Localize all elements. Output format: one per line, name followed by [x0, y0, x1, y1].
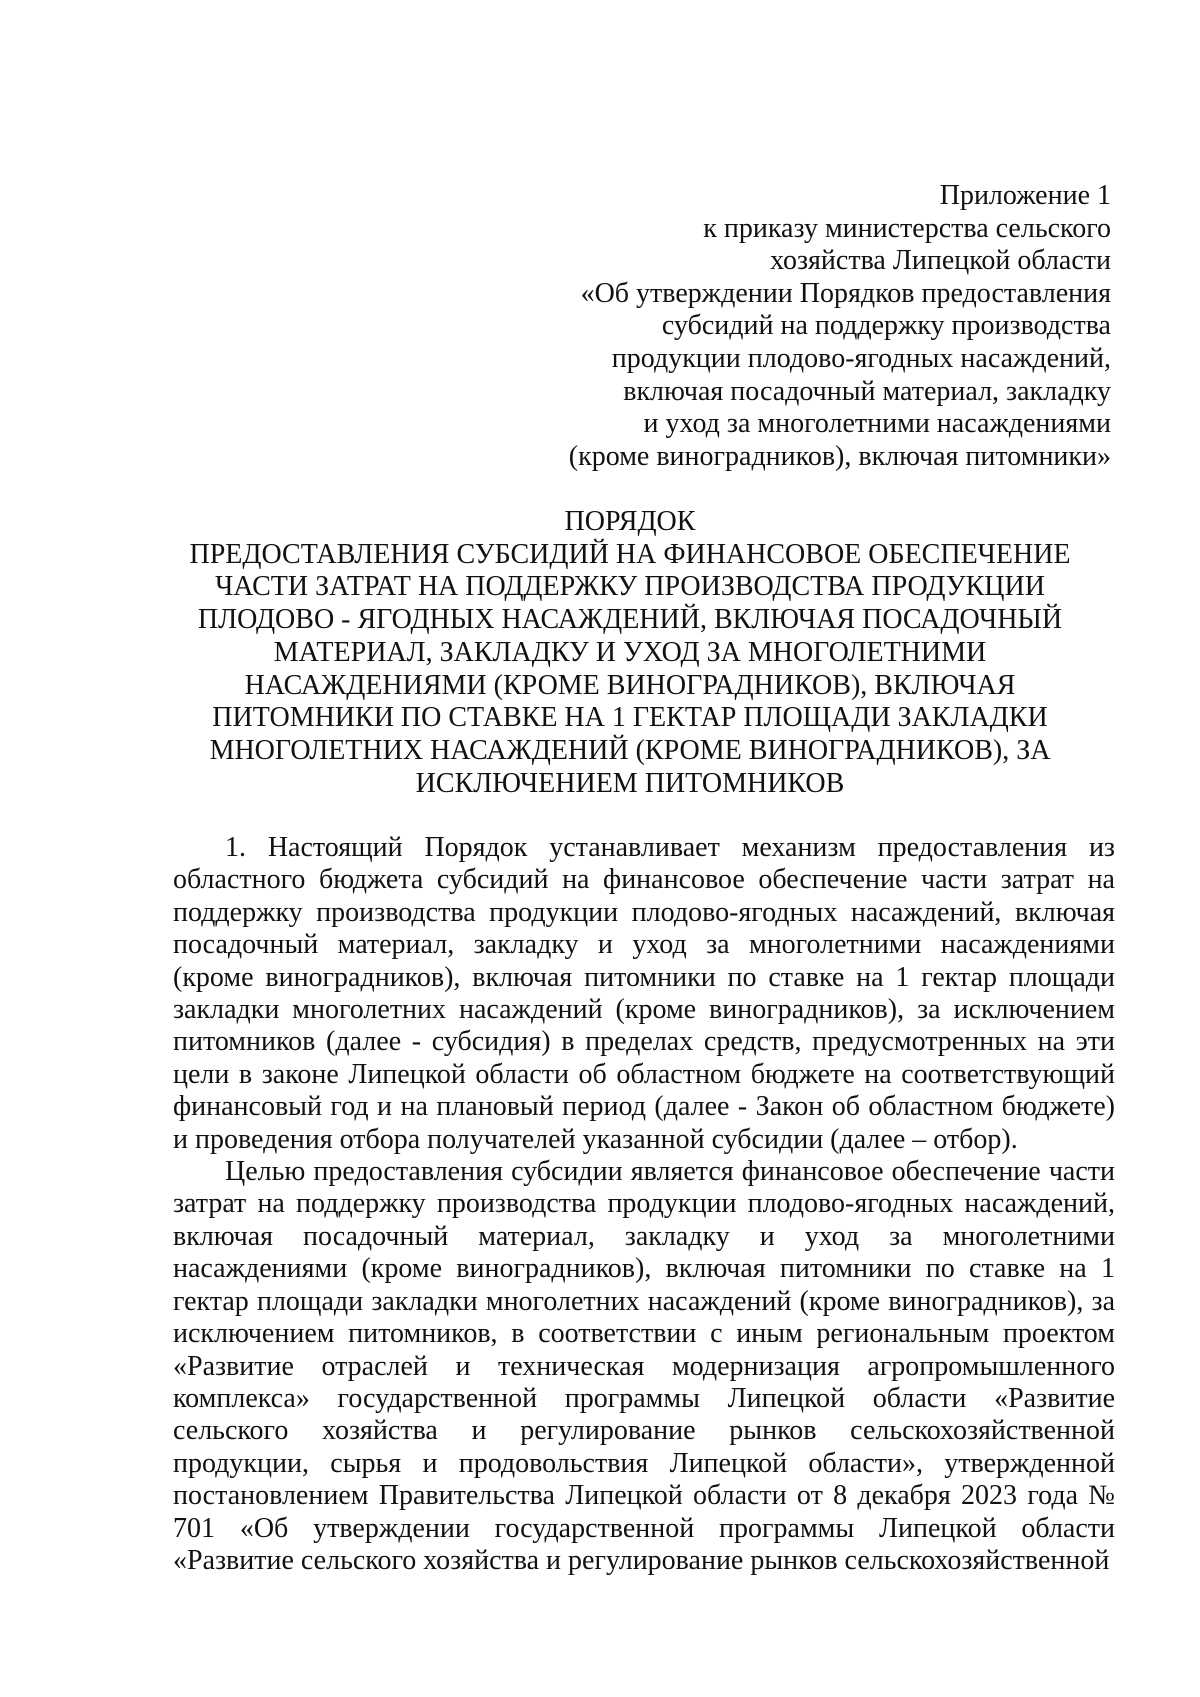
- annex-line: включая посадочный материал, закладку: [623, 375, 1111, 407]
- annex-line: субсидий на поддержку производства: [661, 310, 1111, 342]
- title-line: ЧАСТИ ЗАТРАТ НА ПОДДЕРЖКУ ПРОИЗВОДСТВА ПРОДУКЦИИ: [215, 571, 1045, 603]
- annex-line: продукции плодово-ягодных насаждений,: [611, 342, 1111, 374]
- title-line: ПРЕДОСТАВЛЕНИЯ СУБСИДИЙ НА ФИНАНСОВОЕ ОБЕСПЕЧЕНИЕ: [189, 538, 1071, 570]
- annex-header: [411, 180, 1111, 473]
- annex-line: Приложение 1: [939, 180, 1111, 211]
- title-line: ПОРЯДОК: [564, 506, 696, 537]
- title-line: НАСАЖДЕНИЯМИ (КРОМЕ ВИНОГРАДНИКОВ), ВКЛЮЧАЯ: [244, 669, 1016, 701]
- document-title: [160, 506, 1100, 800]
- title-line: МАТЕРИАЛ, ЗАКЛАДКУ И УХОД ЗА МНОГОЛЕТНИМИ: [273, 636, 987, 668]
- title-line: МНОГОЛЕТНИХ НАСАЖДЕНИЙ (КРОМЕ ВИНОГРАДНИКОВ), ЗА: [209, 734, 1051, 766]
- annex-line: к приказу министерства сельского: [703, 212, 1111, 244]
- title-line: ИСКЛЮЧЕНИЕМ ПИТОМНИКОВ: [415, 767, 845, 799]
- title-line: ПИТОМНИКИ ПО СТАВКЕ НА 1 ГЕКТАР ПЛОЩАДИ ЗАКЛАДКИ: [212, 702, 1048, 734]
- title-line: ПЛОДОВО - ЯГОДНЫХ НАСАЖДЕНИЙ, ВКЛЮЧАЯ ПОСАДОЧНЫЙ: [197, 604, 1063, 636]
- annex-line: (кроме виноградников), включая питомники»: [568, 440, 1111, 472]
- annex-line: хозяйства Липецкой области: [770, 245, 1111, 277]
- annex-line: «Об утверждении Порядков предоставления: [580, 277, 1111, 309]
- body-paragraph: 1. Настоящий Порядок устанавливает механизм предоставления из областного бюджета субсидий на финансовое обеспечение части затрат на поддержку производства продукции плодово-ягодных насаждений, включая посадочный материал, закладку и уход за многолетними насаждениями (кроме виноградников), включая питомники по ставке на 1 гектар площади закладки многолетних насаждений (кроме виноградников), за исключением питомников (далее - субсидия) в пределах средств, предусмотренных на эти цели в законе Липецкой области об областном бюджете на соответствующий финансовый год и на плановый период (далее - Закон об областном бюджете) и проведения отбора получателей указанной субсидии (далее – отбор).: [173, 832, 1115, 1155]
- document-body: [173, 832, 1115, 1577]
- body-paragraph: Целью предоставления субсидии является финансовое обеспечение части затрат на поддержку производства продукции плодово-ягодных насаждений, включая посадочный материал, закладку и уход за многолетними насаждениями (кроме виноградников), включая питомники по ставке на 1 гектар площади закладки многолетних насаждений (кроме виноградников), за исключением питомников, в соответствии с иным региональным проектом «Развитие отраслей и техническая модернизация агропромышленного комплекса» государственной программы Липецкой области «Развитие сельского хозяйства и регулирование рынков сельскохозяйственной продукции, сырья и продовольствия Липецкой области», утвержденной постановлением Правительства Липецкой области от 8 декабря 2023 года № 701 «Об утверждении государственной программы Липецкой области «Развитие сельского хозяйства и регулирование рынков сельскохозяйственной: [173, 1156, 1115, 1576]
- annex-line: и уход за многолетними насаждениями: [643, 408, 1111, 440]
